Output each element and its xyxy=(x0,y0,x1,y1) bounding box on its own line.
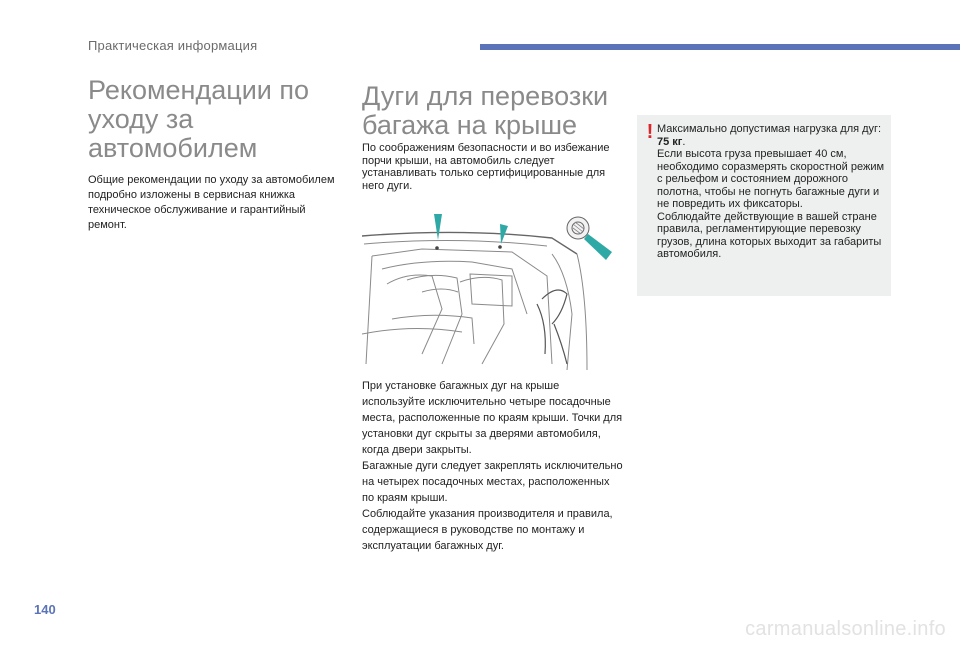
max-load-value: 75 кг xyxy=(657,135,683,148)
roof-bars-heading: Дуги для перевозки багажа на крыше xyxy=(362,81,609,140)
section-title: Практическая информация xyxy=(88,38,258,53)
warning-body: Если высота груза превышает 40 см, необходимо соразмерять скоростной режим с рельефом и состоянием дорожного полотна, чтобы не погнуть багажные дуги и не повредить их фиксаторы. Соблюдайте действующие в вашей стране правила, регламентирующие перевозку грузов, длина которых выходит за габариты автомобиля. xyxy=(657,148,885,260)
care-heading: Рекомендации по уходу за автомобилем xyxy=(88,75,309,163)
page-number: 140 xyxy=(34,602,56,617)
warning-box xyxy=(637,115,891,296)
care-text: Общие рекомендации по уходу за автомобилем подробно изложены в сервисная книжка техническое обслуживание и гарантийный ремонт. xyxy=(88,174,335,231)
car-interior-roof-mount-illustration xyxy=(362,214,622,370)
roof-bars-intro: По соображениям безопасности и во избежание порчи крыши, на автомобиль следует устанавливать только сертифицированные для него дуги. xyxy=(362,142,610,192)
warning-line1: Максимально допустимая нагрузка для дуг: xyxy=(657,123,882,135)
header-accent-bar xyxy=(480,44,960,50)
warning-text xyxy=(657,123,887,261)
exclamation-icon: ! xyxy=(646,121,654,143)
roof-bars-body: При установке багажных дуг на крыше используйте исключительно четыре посадочные места, расположенные по краям крыши. Точки для установки дуг скрыты за дверями автомобиля, когда двери закрыты. Багажные дуги следует закреплять исключительно на четырех посадочных местах, расположенных по краям крыши. Соблюдайте указания производителя и правила, содержащиеся в руководстве по монтажу и эксплуатации багажных дуг. xyxy=(362,380,623,552)
warning-line1-end: . xyxy=(682,135,686,148)
watermark: carmanualsonline.info xyxy=(745,618,946,640)
